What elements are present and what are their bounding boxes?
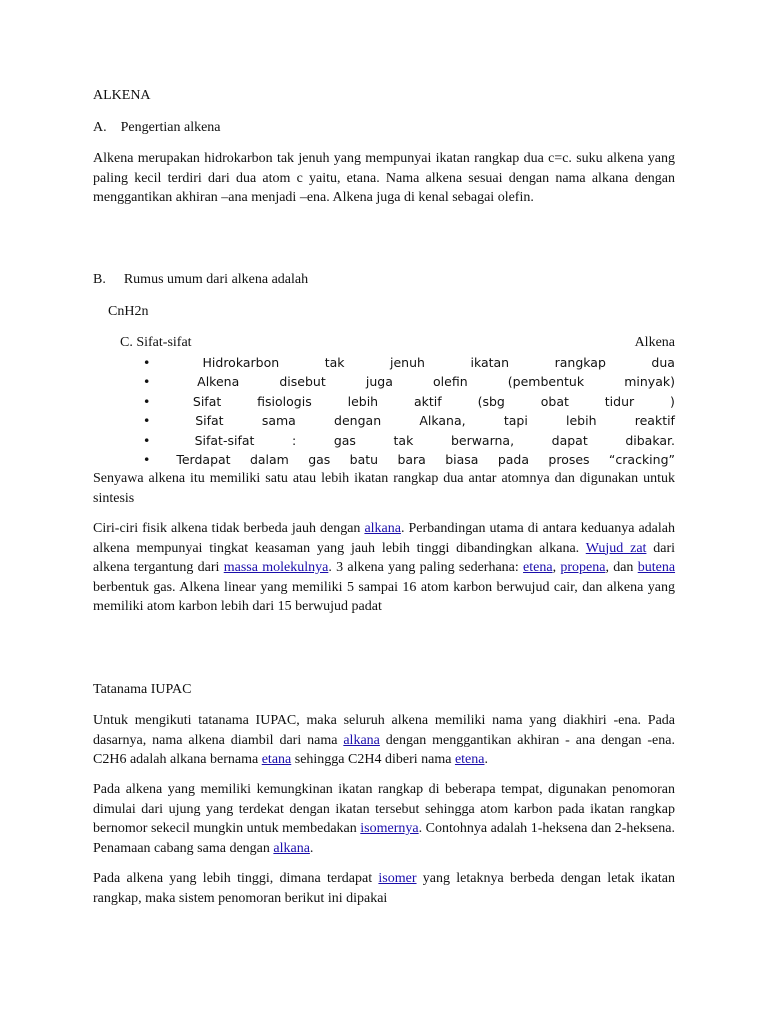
property-word: Alkena xyxy=(197,374,240,389)
property-word: lebih xyxy=(566,413,597,428)
link-butena[interactable]: butena xyxy=(637,560,676,575)
section-a-heading xyxy=(93,118,675,138)
property-word: Sifat xyxy=(192,393,222,409)
definition-paragraph: Alkena merupakan hidrokarbon tak jenuh yang mempunyai ikatan rangkap dua c=c. suku alkena yang paling kecil terdiri dari dua atom c yaitu, etana. Nama alkena sesuai dengan nama alkana dengan menggantikan akhiran –ana menjadi –ena. Alkena juga di kenal sebagai olefin. xyxy=(93,151,675,205)
property-word: disebut xyxy=(279,374,326,389)
link-etena[interactable]: etena xyxy=(523,560,553,575)
bullet-icon: • xyxy=(143,413,151,428)
property-word: Hidrokarbon xyxy=(202,354,280,370)
text-run: . 3 alkena yang paling sederhana: xyxy=(328,560,524,575)
link-massa-molekulnya[interactable]: massa molekulnya xyxy=(223,560,329,575)
bullet-icon: • xyxy=(143,432,151,448)
property-word: tidur xyxy=(604,393,635,409)
bullet-icon: • xyxy=(143,452,151,467)
physical-properties-paragraph xyxy=(93,519,675,617)
section-c-title: Sifat-sifat xyxy=(136,335,192,350)
property-word: (sbg xyxy=(477,393,505,409)
property-word: aktif xyxy=(414,393,442,409)
property-word: minyak) xyxy=(624,374,675,389)
section-a-marker: A. xyxy=(93,120,107,135)
text-run: sehingga C2H4 diberi nama xyxy=(291,752,455,767)
text-run: Pada alkena yang memiliki kemungkinan ikatan rangkap di beberapa tempat, digunakan penomoran dimulai dari ujung yang terdekat dengan ikatan tersebut sehingga atom karbon pada ikatan rangkap bernomor sekecil mungkin untuk membedakan xyxy=(93,782,675,836)
text-run: Ciri-ciri fisik alkena tidak berbeda jauh dengan xyxy=(93,521,365,536)
property-word: gas xyxy=(333,432,356,448)
property-item xyxy=(120,411,675,431)
text-run: . xyxy=(484,752,488,767)
property-word: sama xyxy=(261,413,296,428)
property-word: : xyxy=(292,432,297,448)
property-word: Alkana, xyxy=(419,413,466,428)
iupac-paragraph-1 xyxy=(93,711,675,770)
section-b-title: Rumus umum dari alkena adalah xyxy=(123,272,309,287)
text-run: , dan xyxy=(605,560,638,575)
property-word: dengan xyxy=(334,413,382,428)
property-word: ) xyxy=(670,393,675,409)
property-word: dapat xyxy=(551,432,588,448)
property-word: jenuh xyxy=(390,354,425,370)
link-etena-2[interactable]: etena xyxy=(454,752,485,767)
link-etana[interactable]: etana xyxy=(261,752,292,767)
property-word: tak xyxy=(393,432,414,448)
property-word: dua xyxy=(651,354,675,370)
property-word: obat xyxy=(540,393,569,409)
property-word: fisiologis xyxy=(257,393,312,409)
property-word: proses xyxy=(548,452,590,467)
property-word: Sifat-sifat xyxy=(194,432,255,448)
properties-list xyxy=(120,353,675,470)
link-isomernya[interactable]: isomernya xyxy=(360,821,419,836)
property-item xyxy=(120,431,675,451)
property-word: bara xyxy=(397,452,426,467)
bullet-icon: • xyxy=(143,354,151,370)
property-word: “cracking” xyxy=(608,452,675,467)
bullet-icon: • xyxy=(143,393,151,409)
text-run: Pada alkena yang lebih tinggi, dimana terdapat xyxy=(93,871,379,886)
section-c-marker: C. xyxy=(120,335,133,350)
link-isomer[interactable]: isomer xyxy=(378,871,417,886)
property-word: pada xyxy=(497,452,530,467)
text-run: Untuk mengikuti tatanama IUPAC, maka seluruh alkena memiliki nama yang diakhiri -ena. Pada dasarnya, nama alkena diambil dari nama xyxy=(93,713,675,748)
section-c-heading xyxy=(120,333,675,353)
property-word: gas xyxy=(308,452,331,467)
property-item xyxy=(120,353,675,373)
section-b-marker: B. xyxy=(93,272,106,287)
link-alkana[interactable]: alkana xyxy=(364,521,401,536)
section-b-heading xyxy=(93,270,675,290)
property-word: reaktif xyxy=(634,413,675,428)
text-run: , xyxy=(552,560,561,575)
property-word: biasa xyxy=(445,452,479,467)
bullet-icon: • xyxy=(143,374,151,389)
text-run: dengan menggantikan akhiran - ana dengan -ena. C2H6 adalah alkana bernama xyxy=(93,732,675,767)
property-word: batu xyxy=(349,452,379,467)
property-word: ikatan xyxy=(470,354,510,370)
general-formula: CnH2n xyxy=(108,304,149,319)
property-word: lebih xyxy=(347,393,379,409)
property-item xyxy=(120,372,675,392)
property-word: rangkap xyxy=(554,354,606,370)
section-c xyxy=(120,333,675,470)
link-alkana-2[interactable]: alkana xyxy=(343,732,380,748)
iupac-paragraph-3 xyxy=(93,869,675,908)
text-run: . xyxy=(309,840,314,856)
property-word: tapi xyxy=(503,413,528,428)
property-item xyxy=(120,392,675,412)
iupac-heading: Tatanama IUPAC xyxy=(93,682,192,697)
document-title: ALKENA xyxy=(93,88,151,103)
senyawa-paragraph: Senyawa alkena itu memiliki satu atau lebih ikatan rangkap dua antar atomnya dan digunakan untuk sintesis xyxy=(93,471,675,506)
iupac-paragraph-2 xyxy=(93,780,675,858)
property-word: juga xyxy=(365,374,393,389)
property-word: berwarna, xyxy=(450,432,515,448)
section-c-heading-left xyxy=(120,333,192,353)
text-run: dari alkena tergantung dari xyxy=(93,540,675,575)
text-run: . Contohnya adalah 1-heksena dan 2-heksena. Penamaan cabang sama dengan xyxy=(93,821,675,856)
property-word: olefin xyxy=(433,374,468,389)
text-run: berbentuk gas. Alkena linear yang memiliki 5 sampai 16 atom karbon berwujud cair, dan alkena yang memiliki atom karbon lebih dari 15 berwujud padat xyxy=(93,579,675,614)
property-word: Terdapat xyxy=(176,452,231,467)
link-propena[interactable]: propena xyxy=(560,560,606,575)
section-c-heading-right: Alkena xyxy=(634,335,675,350)
link-wujud-zat[interactable]: Wujud zat xyxy=(585,540,647,556)
section-a-title: Pengertian alkena xyxy=(120,120,221,135)
link-alkana-3[interactable]: alkana xyxy=(273,840,310,856)
property-word: tak xyxy=(324,354,345,370)
property-word: (pembentuk xyxy=(507,374,585,389)
property-word: dalam xyxy=(249,452,289,467)
property-item xyxy=(120,450,675,470)
property-word: Sifat xyxy=(195,413,224,428)
text-run: . Perbandingan utama di antara keduanya adalah alkena mempunyai tingkat keasaman yang jauh lebih tinggi dibandingkan alkana. xyxy=(93,521,675,556)
text-run: yang letaknya berbeda dengan letak ikatan rangkap, maka sistem penomoran berikut ini dipakai xyxy=(93,871,675,906)
property-word: dibakar. xyxy=(625,432,675,448)
